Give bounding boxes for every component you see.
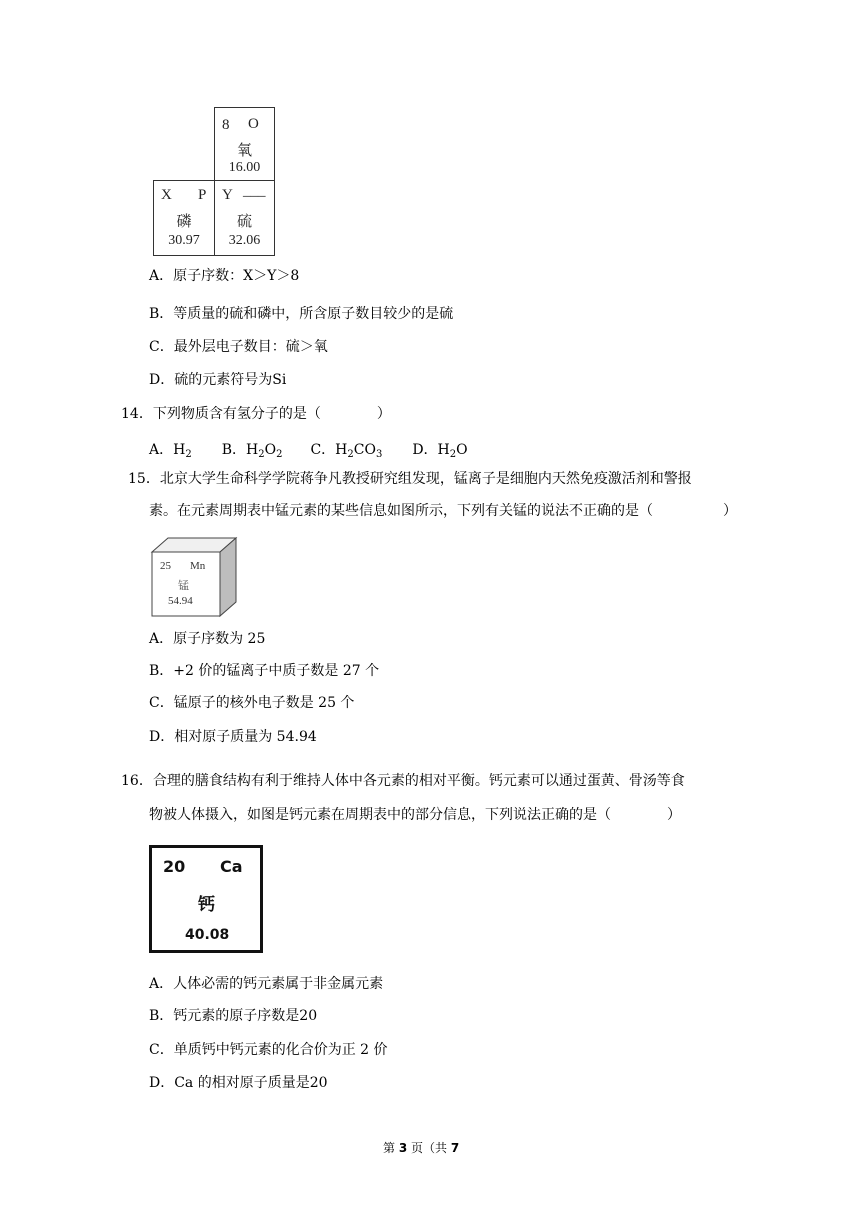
oxygen-symbol: O [248, 116, 259, 132]
q14-stem: 14．下列物质含有氢分子的是（ ） [121, 406, 391, 422]
phosphorus-number: X [161, 187, 172, 203]
q15-option-c: C．锰原子的核外电子数是 25 个 [149, 695, 355, 711]
oxygen-number: 8 [222, 117, 230, 133]
sulfur-symbol-blank: ___ [243, 183, 266, 199]
q16-option-b: B．钙元素的原子序数是20 [149, 1008, 318, 1024]
q15-option-d: D．相对原子质量为 54.94 [149, 729, 317, 745]
q15-stem-line1: 15．北京大学生命科学学院蒋争凡教授研究组发现，锰离子是细胞内天然免疫激活剂和警报 [128, 471, 692, 487]
q13-option-d: D．硫的元素符号为Si [149, 372, 287, 388]
sulfur-mass: 32.06 [228, 233, 261, 248]
q16-stem-line1: 16．合理的膳食结构有利于维持人体中各元素的相对平衡。钙元素可以通过蛋黄、骨汤等食 [121, 773, 685, 789]
manganese-element-box [150, 536, 238, 618]
sulfur-name: 硫 [236, 214, 252, 230]
q15-option-b: B．+2 价的锰离子中质子数是 27 个 [149, 663, 380, 679]
calcium-number: 20 [163, 857, 186, 876]
phosphorus-mass: 30.97 [168, 233, 200, 248]
q15-stem-line2: 素。在元素周期表中锰元素的某些信息如图所示，下列有关锰的说法不正确的是（ ） [149, 503, 737, 519]
total-page-number: 7 [450, 1141, 460, 1155]
q16-option-c: C．单质钙中钙元素的化合价为正 2 价 [149, 1042, 388, 1058]
calcium-mass: 40.08 [185, 927, 230, 943]
q16-option-d: D．Ca 的相对原子质量是20 [149, 1075, 328, 1091]
manganese-symbol: Mn [190, 560, 206, 572]
manganese-cube-graphic [150, 536, 238, 618]
manganese-name: 锰 [178, 579, 189, 592]
sulfur-number: Y [222, 187, 233, 203]
q16-option-a: A．人体必需的钙元素属于非金属元素 [149, 976, 384, 992]
oxygen-cell [214, 107, 275, 181]
q14-options [149, 440, 468, 460]
q13-option-a: A．原子序数：X＞Y＞8 [149, 268, 300, 284]
current-page-number: 3 [398, 1141, 408, 1155]
q13-option-b: B．等质量的硫和磷中，所含原子数目较少的是硫 [149, 306, 454, 322]
q13-option-c: C．最外层电子数目：硫＞氧 [149, 339, 328, 355]
phosphorus-symbol: P [198, 187, 207, 203]
manganese-mass: 54.94 [168, 595, 193, 607]
q14-option-d: D．$H_2O$ [412, 442, 468, 460]
calcium-name: 钙 [198, 895, 215, 915]
oxygen-name: 氧 [236, 143, 252, 159]
manganese-number: 25 [160, 560, 171, 572]
q14-option-b: B．$H_2O_2$ [221, 442, 283, 460]
page-footer: 第 3 页（共 7 [383, 1141, 460, 1155]
q16-stem-line2: 物被人体摄入，如图是钙元素在周期表中的部分信息，下列说法正确的是（ ） [149, 807, 681, 823]
calcium-element-box [149, 845, 263, 953]
q15-option-a: A．原子序数为 25 [149, 631, 266, 647]
q14-option-c: C．$H_2CO_3$ [310, 442, 383, 460]
sulfur-cell [214, 180, 275, 256]
phosphorus-name: 磷 [176, 214, 192, 230]
calcium-symbol: Ca [220, 857, 243, 876]
q14-option-a: A．$H_2$ [149, 442, 192, 460]
oxygen-mass: 16.00 [228, 160, 261, 175]
phosphorus-cell [153, 180, 215, 256]
